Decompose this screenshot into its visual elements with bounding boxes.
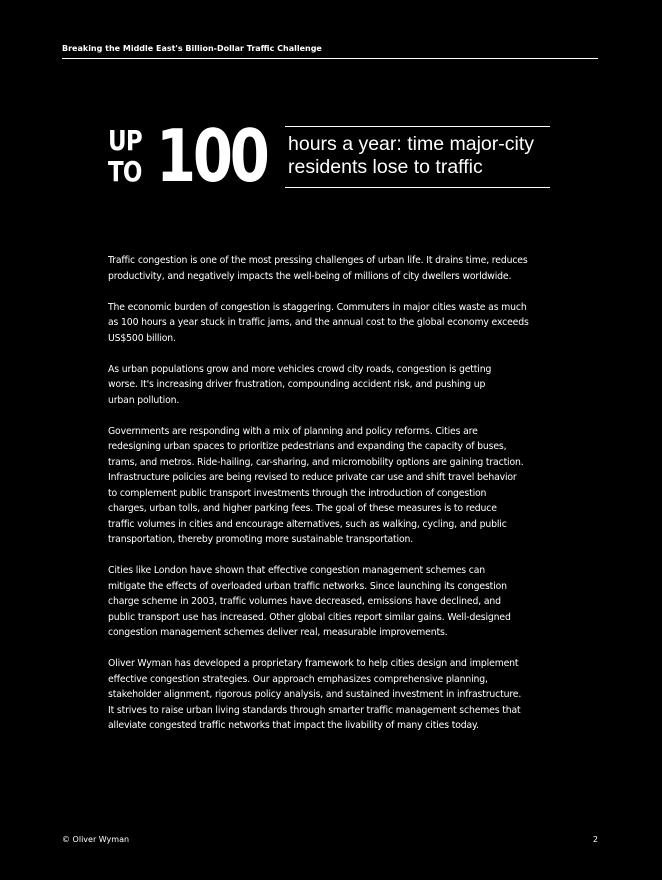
paragraph-line: It strives to raise urban living standards through smarter traffic management schemes that [108, 704, 521, 716]
paragraph-line: stakeholder alignment, rigorous policy analysis, and sustained investment in infrastructure. [108, 689, 522, 700]
paragraph-line: The economic burden of congestion is staggering. Commuters in major cities waste as much [108, 301, 527, 313]
header-title: Breaking the Middle East's Billion-Dollar Traffic Challenge [62, 44, 322, 53]
stat-number: 100 [156, 114, 267, 198]
stat-caption-line-1: hours a year: time major-city [288, 133, 534, 155]
paragraph-3 [108, 362, 558, 409]
paragraph-line: worse. It's increasing driver frustration, compounding accident risk, and pushing up [108, 379, 486, 390]
paragraph-line: urban pollution. [108, 394, 180, 406]
stat-callout [108, 114, 552, 198]
footer-page-number: 2 [592, 835, 598, 844]
paragraph-line: congestion management schemes deliver real, measurable improvements. [108, 627, 448, 638]
paragraph-line: mitigate the effects of overloaded urban traffic networks. Since launching its congestion [108, 580, 507, 592]
running-header [62, 44, 598, 59]
paragraph-line: trams, and metros. Ride-hailing, car-sharing, and micromobility options are gaining traction. [108, 456, 524, 468]
paragraph-line: transportation, thereby promoting more sustainable transportation. [108, 534, 414, 545]
stat-caption [285, 126, 550, 188]
paragraph-line: Infrastructure policies are being revised to reduce private car use and shift travel behavior [108, 472, 517, 483]
paragraph-1 [108, 253, 558, 284]
paragraph-4 [108, 424, 558, 548]
stat-prefix-up: UP [108, 124, 142, 157]
paragraph-line: traffic volumes in cities and encourage alternatives, such as walking, cycling, and public [108, 518, 507, 530]
paragraph-line: Cities like London have shown that effective congestion management schemes can [108, 565, 486, 576]
paragraph-line: productivity, and negatively impacts the well-being of millions of city dwellers worldwide. [108, 270, 512, 282]
paragraph-line: As urban populations grow and more vehicles crowd city roads, congestion is getting [108, 363, 492, 375]
paragraph-line: Oliver Wyman has developed a proprietary framework to help cities design and implement [108, 658, 519, 669]
paragraph-line: redesigning urban spaces to prioritize pedestrians and expanding the capacity of buses, [108, 441, 507, 452]
paragraph-line: Traffic congestion is one of the most pressing challenges of urban life. It drains time, reduces [108, 255, 528, 266]
stat-caption-line-2: residents lose to traffic [288, 156, 483, 178]
paragraph-line: effective congestion strategies. Our approach emphasizes comprehensive planning, [108, 673, 488, 685]
paragraph-line: to complement public transport investments through the introduction of congestion [108, 487, 487, 499]
paragraph-line: charge scheme in 2003, traffic volumes have decreased, emissions have declined, and [108, 596, 501, 607]
paragraph-line: US$500 billion. [108, 332, 176, 344]
paragraph-line: Governments are responding with a mix of planning and policy reforms. Cities are [108, 425, 478, 437]
paragraph-line: alleviate congested traffic networks that impact the livability of many cities today. [108, 720, 479, 731]
paragraph-line: public transport use has increased. Other global cities report similar gains. Well-designed [108, 611, 511, 623]
paragraph-6 [108, 656, 558, 734]
paragraph-5 [108, 563, 558, 641]
paragraph-line: as 100 hours a year stuck in traffic jams, and the annual cost to the global economy exceeds [108, 317, 529, 328]
paragraph-line: charges, urban tolls, and higher parking fees. The goal of these measures is to reduce [108, 503, 497, 514]
paragraph-2 [108, 300, 558, 347]
footer-copyright: © Oliver Wyman [62, 835, 130, 844]
stat-prefix [108, 125, 141, 187]
stat-prefix-to: TO [108, 155, 142, 188]
body-text [108, 253, 558, 749]
